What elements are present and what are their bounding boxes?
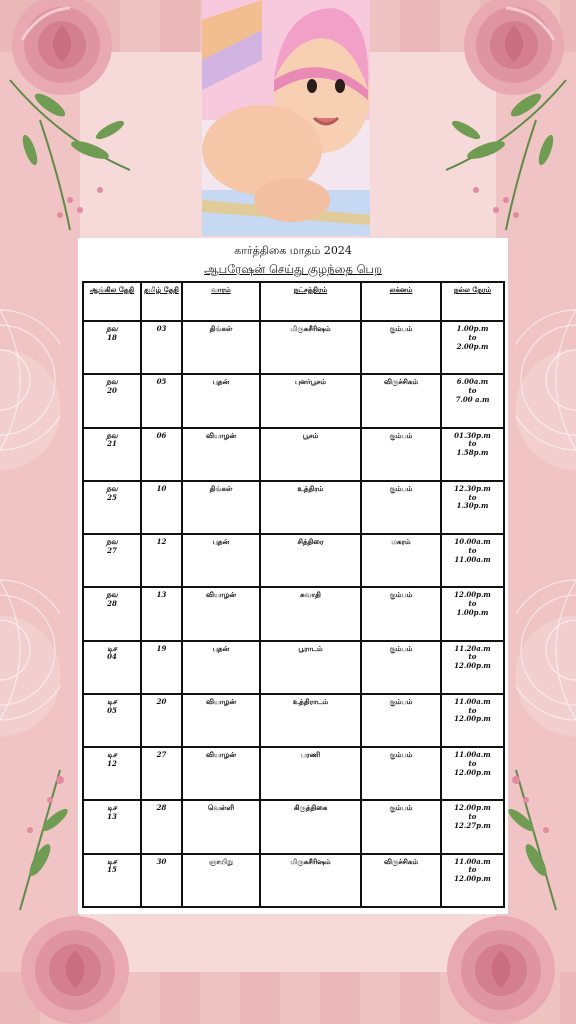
good-time-cell	[441, 534, 504, 587]
mandala-pattern-right	[516, 290, 576, 470]
english-month: நவ	[106, 324, 118, 333]
tamil-date: 10	[156, 483, 167, 493]
star: சுவாதி	[300, 590, 321, 600]
page-subtitle: ஆபரேஷன் செய்து குழந்தை பெற	[204, 262, 382, 276]
tamil-date: 20	[156, 696, 167, 706]
weekday-cell	[182, 321, 260, 374]
table-row	[83, 800, 504, 853]
good-time-cell	[441, 854, 504, 907]
time-from: 11.00a.m	[454, 696, 491, 706]
lagna: கும்பம்	[389, 696, 413, 706]
star-cell	[260, 534, 361, 587]
time-to: 12.00p.m	[454, 767, 491, 777]
weekday-cell	[182, 481, 260, 534]
english-day: 28	[107, 599, 117, 609]
lagna-cell	[361, 534, 441, 587]
time-to-word: to	[468, 865, 477, 875]
lagna-cell	[361, 747, 441, 800]
english-date-cell	[83, 694, 141, 747]
english-month: நவ	[106, 430, 118, 440]
english-month: டிச	[107, 750, 117, 760]
rose-decoration-bottom-right	[436, 910, 566, 1024]
time-to-word: to	[468, 812, 477, 822]
star: உத்திராடம்	[292, 696, 329, 706]
star-cell	[260, 428, 361, 481]
star: பூசம்	[302, 430, 319, 440]
lagna: மகரம்	[391, 537, 411, 547]
good-time-cell	[441, 481, 504, 534]
star: கிருத்திகை	[293, 803, 328, 813]
time-to: 12.00p.m	[454, 714, 491, 724]
star: மிருகசீரிஷம்	[290, 324, 331, 333]
lagna: விருச்சிகம்	[384, 377, 418, 387]
lagna: கும்பம்	[389, 803, 413, 813]
column-header-tamil-date: தமிழ் தேதி	[141, 282, 182, 321]
time-to-word: to	[468, 439, 477, 449]
english-day: 13	[107, 812, 117, 822]
weekday: புதன்	[212, 537, 230, 547]
tamil-date: 13	[156, 590, 167, 600]
time-to-word: to	[468, 332, 477, 342]
tamil-date-cell	[141, 534, 182, 587]
month-title: கார்த்திகை மாதம் 2024	[234, 244, 352, 257]
weekday-cell	[182, 534, 260, 587]
weekday: வெள்ளி	[207, 803, 235, 813]
weekday-cell	[182, 587, 260, 640]
tamil-date-cell	[141, 747, 182, 800]
time-from: 11.00a.m	[454, 750, 491, 760]
column-header-lagna: லக்னம்	[361, 282, 441, 321]
good-time-cell	[441, 694, 504, 747]
good-time-cell	[441, 428, 504, 481]
star-cell	[260, 747, 361, 800]
lagna-cell	[361, 694, 441, 747]
time-to-word: to	[468, 758, 477, 768]
time-from: 01.30p.m	[454, 430, 491, 440]
lagna-cell	[361, 641, 441, 694]
tamil-date: 03	[156, 324, 167, 333]
lagna: கும்பம்	[389, 590, 413, 600]
time-to: 7.00 a.m	[455, 394, 490, 404]
good-time-cell	[441, 641, 504, 694]
lagna: கும்பம்	[389, 750, 413, 760]
weekday: வியாழன்	[205, 430, 237, 440]
english-date-cell	[83, 534, 141, 587]
english-month: டிச	[107, 696, 117, 706]
weekday: திங்கள்	[209, 483, 233, 493]
good-time-cell	[441, 587, 504, 640]
rose-decoration-top-left	[0, 0, 140, 100]
english-day: 27	[107, 545, 117, 555]
english-date-cell	[83, 854, 141, 907]
tamil-date: 19	[156, 643, 167, 653]
star-cell	[260, 374, 361, 427]
english-day: 18	[107, 332, 117, 342]
english-date-cell	[83, 587, 141, 640]
tamil-date: 06	[156, 430, 167, 440]
english-date-cell	[83, 800, 141, 853]
star: பூராடம்	[298, 643, 323, 653]
english-month: நவ	[106, 590, 118, 600]
english-day: 20	[107, 386, 117, 396]
weekday-cell	[182, 374, 260, 427]
weekday: வியாழன்	[205, 696, 237, 706]
star-cell	[260, 800, 361, 853]
weekday: ஞாயிறு	[208, 856, 234, 866]
english-day: 25	[107, 492, 117, 502]
lagna: கும்பம்	[389, 430, 413, 440]
lagna-cell	[361, 428, 441, 481]
lagna: விருச்சிகம்	[384, 856, 418, 866]
tamil-date: 27	[156, 750, 167, 760]
tamil-date-cell	[141, 374, 182, 427]
time-to-word: to	[468, 545, 477, 555]
weekday: புதன்	[212, 377, 230, 387]
lagna: கும்பம்	[389, 324, 413, 333]
star-cell	[260, 641, 361, 694]
weekday: புதன்	[212, 643, 230, 653]
time-to: 1.58p.m	[456, 448, 489, 458]
star: புனர்பூசம்	[294, 377, 327, 387]
time-to: 1.30p.m	[456, 501, 489, 511]
time-to-word: to	[468, 492, 477, 502]
weekday: திங்கள்	[209, 324, 233, 333]
star: உத்திரம்	[297, 483, 324, 493]
time-from: 12.00p.m	[454, 590, 491, 600]
star: பரணி	[300, 750, 321, 760]
lagna: கும்பம்	[389, 483, 413, 493]
lagna-cell	[361, 481, 441, 534]
weekday-cell	[182, 800, 260, 853]
english-day: 04	[107, 652, 117, 662]
time-to: 11.00a.m	[454, 554, 491, 564]
lagna-cell	[361, 854, 441, 907]
weekday: வியாழன்	[205, 590, 237, 600]
time-from: 11.00a.m	[454, 856, 491, 866]
star-cell	[260, 587, 361, 640]
table-row	[83, 321, 504, 374]
time-from: 10.00a.m	[454, 537, 491, 547]
lagna-cell	[361, 587, 441, 640]
schedule-card	[78, 238, 508, 914]
time-to-word: to	[468, 652, 477, 662]
good-time-cell	[441, 800, 504, 853]
table-row	[83, 374, 504, 427]
star-cell	[260, 854, 361, 907]
column-header-star: நட்சத்திரம்	[260, 282, 361, 321]
lagna: கும்பம்	[389, 643, 413, 653]
schedule-table	[82, 281, 505, 908]
time-to: 1.00p.m	[456, 607, 489, 617]
tamil-date: 05	[156, 377, 167, 387]
time-from: 11.20a.m	[454, 643, 491, 653]
time-from: 1.00p.m	[456, 324, 489, 333]
tamil-date-cell	[141, 694, 182, 747]
english-date-cell	[83, 481, 141, 534]
english-date-cell	[83, 641, 141, 694]
table-row	[83, 481, 504, 534]
time-to-word: to	[468, 386, 477, 396]
english-date-cell	[83, 321, 141, 374]
baby-photo	[202, 0, 370, 236]
time-to: 2.00p.m	[456, 341, 489, 351]
time-to: 12.00p.m	[454, 661, 491, 671]
weekday-cell	[182, 854, 260, 907]
tamil-date: 30	[156, 856, 167, 866]
time-to-word: to	[468, 599, 477, 609]
weekday-cell	[182, 428, 260, 481]
weekday-cell	[182, 747, 260, 800]
star-cell	[260, 694, 361, 747]
english-day: 05	[107, 705, 117, 715]
column-header-weekday: வாரம்	[182, 282, 260, 321]
time-to: 12.00p.m	[454, 874, 491, 884]
english-day: 21	[107, 439, 117, 449]
tamil-date: 28	[156, 803, 167, 813]
time-from: 6.00a.m	[456, 377, 489, 387]
tamil-date-cell	[141, 854, 182, 907]
lagna-cell	[361, 800, 441, 853]
weekday: வியாழன்	[205, 750, 237, 760]
english-day: 15	[107, 865, 117, 875]
weekday-cell	[182, 694, 260, 747]
table-row	[83, 854, 504, 907]
time-to-word: to	[468, 705, 477, 715]
tamil-date-cell	[141, 428, 182, 481]
mandala-pattern-left	[0, 290, 60, 470]
table-row	[83, 428, 504, 481]
english-month: நவ	[106, 537, 118, 547]
rose-decoration-bottom-left	[10, 910, 140, 1024]
table-row	[83, 534, 504, 587]
lagna-cell	[361, 321, 441, 374]
tamil-date-cell	[141, 641, 182, 694]
table-row	[83, 587, 504, 640]
table-row	[83, 694, 504, 747]
english-month: டிச	[107, 856, 117, 866]
tamil-date-cell	[141, 800, 182, 853]
english-month: டிச	[107, 643, 117, 653]
english-month: நவ	[106, 377, 118, 387]
column-header-good-time: நல்ல நேரம்	[441, 282, 504, 321]
time-from: 12.30p.m	[454, 483, 491, 493]
mandala-pattern-left-2	[0, 560, 60, 740]
weekday-cell	[182, 641, 260, 694]
english-day: 12	[107, 758, 117, 768]
english-date-cell	[83, 747, 141, 800]
star-cell	[260, 481, 361, 534]
time-from: 12.00p.m	[454, 803, 491, 813]
time-to: 12.27p.m	[454, 820, 491, 830]
star: மிருகசீரிஷம்	[290, 856, 331, 866]
star-cell	[260, 321, 361, 374]
table-row	[83, 641, 504, 694]
star: சித்திரை	[297, 537, 324, 547]
table-header-row	[83, 282, 504, 321]
table-row	[83, 747, 504, 800]
tamil-date-cell	[141, 321, 182, 374]
good-time-cell	[441, 747, 504, 800]
column-header-english-date: ஆங்கில தேதி	[83, 282, 141, 321]
mandala-pattern-right-2	[516, 560, 576, 740]
tamil-date-cell	[141, 481, 182, 534]
good-time-cell	[441, 374, 504, 427]
tamil-date-cell	[141, 587, 182, 640]
good-time-cell	[441, 321, 504, 374]
english-date-cell	[83, 374, 141, 427]
english-month: டிச	[107, 803, 117, 813]
english-month: நவ	[106, 483, 118, 493]
lagna-cell	[361, 374, 441, 427]
english-date-cell	[83, 428, 141, 481]
rose-decoration-top-right	[436, 0, 576, 100]
tamil-date: 12	[156, 537, 167, 547]
